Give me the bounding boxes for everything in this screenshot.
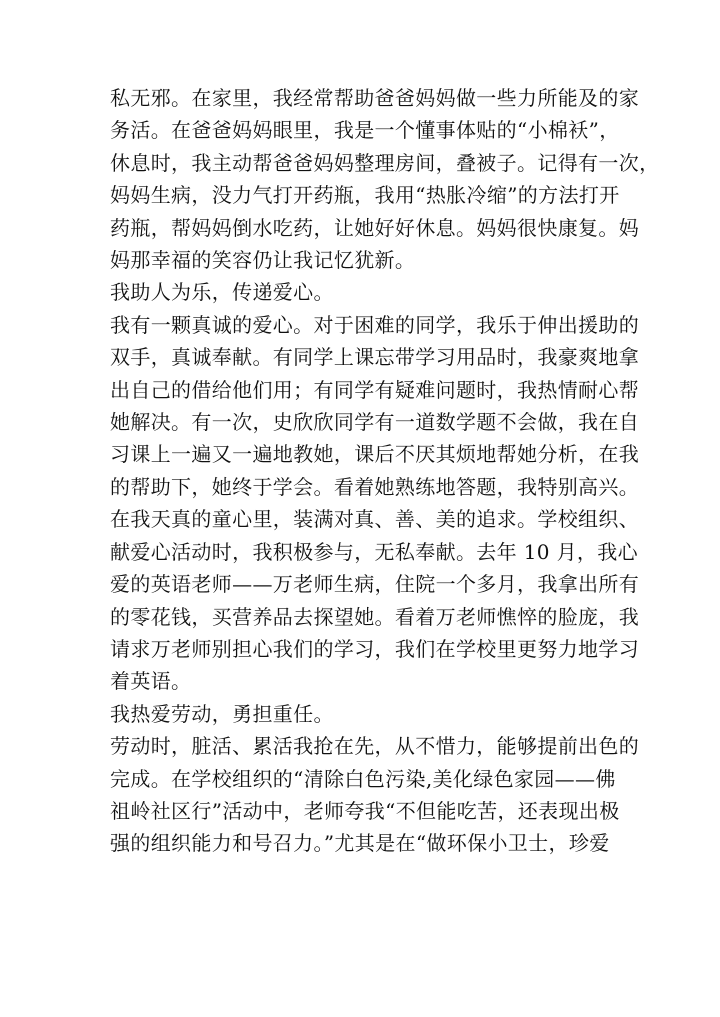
text-line: 药瓶，帮妈妈倒水吃药，让她好好休息。妈妈很快康复。妈 [110, 215, 640, 240]
text-line: 她解决。有一次，史欣欣同学有一道数学题不会做，我在自 [110, 410, 640, 435]
section-heading-line: 我热爱劳动，勇担重任。 [110, 701, 334, 726]
text-line: 双手，真诚奉献。有同学上课忘带学习用品时，我豪爽地拿 [110, 345, 640, 370]
text-line: 强的组织能力和号召力。”尤其是在“做环保小卫士，珍爱 [110, 831, 610, 856]
text-line: 着英语。 [110, 669, 192, 694]
text-line: 出自己的借给他们用；有同学有疑难问题时，我热情耐心帮 [110, 377, 640, 402]
text-line: 妈那幸福的笑容仍让我记忆犹新。 [110, 248, 416, 273]
text-line: 献爱心活动时，我积极参与，无私奉献。去年 10 月，我心 [110, 539, 638, 564]
text-line: 请求万老师别担心我们的学习，我们在学校里更努力地学习 [110, 636, 640, 661]
text-line: 私无邪。在家里，我经常帮助爸爸妈妈做一些力所能及的家 [110, 86, 640, 110]
text-line: 妈妈生病，没力气打开药瓶，我用“热胀冷缩”的方法打开 [110, 183, 620, 208]
text-line: 习课上一遍又一遍地教她，课后不厌其烦地帮她分析，在我 [110, 442, 640, 467]
text-line: 爱的英语老师——万老师生病，住院一个多月，我拿出所有 [110, 572, 640, 597]
text-line: 在我天真的童心里，装满对真、善、美的追求。学校组织、 [110, 507, 640, 532]
text-line: 祖岭社区行”活动中，老师夸我“不但能吃苦，还表现出极 [110, 798, 620, 823]
document-body [110, 82, 660, 860]
text-line: 的零花钱，买营养品去探望她。看着万老师憔悴的脸庞，我 [110, 604, 640, 629]
text-line: 我有一颗真诚的爱心。对于困难的同学，我乐于伸出援助的 [110, 312, 640, 337]
text-line: 的帮助下，她终于学会。看着她熟练地答题，我特别高兴。 [110, 474, 640, 499]
section-heading-line: 我助人为乐，传递爱心。 [110, 280, 334, 305]
text-line: 休息时，我主动帮爸爸妈妈整理房间，叠被子。记得有一次， [110, 150, 660, 175]
text-line: 劳动时，脏活、累活我抢在先，从不惜力，能够提前出色的 [110, 734, 640, 759]
text-line: 完成。在学校组织的“清除白色污染,美化绿色家园——佛 [110, 766, 616, 791]
text-line: 务活。在爸爸妈妈眼里，我是一个懂事体贴的“小棉袄”， [110, 118, 620, 143]
